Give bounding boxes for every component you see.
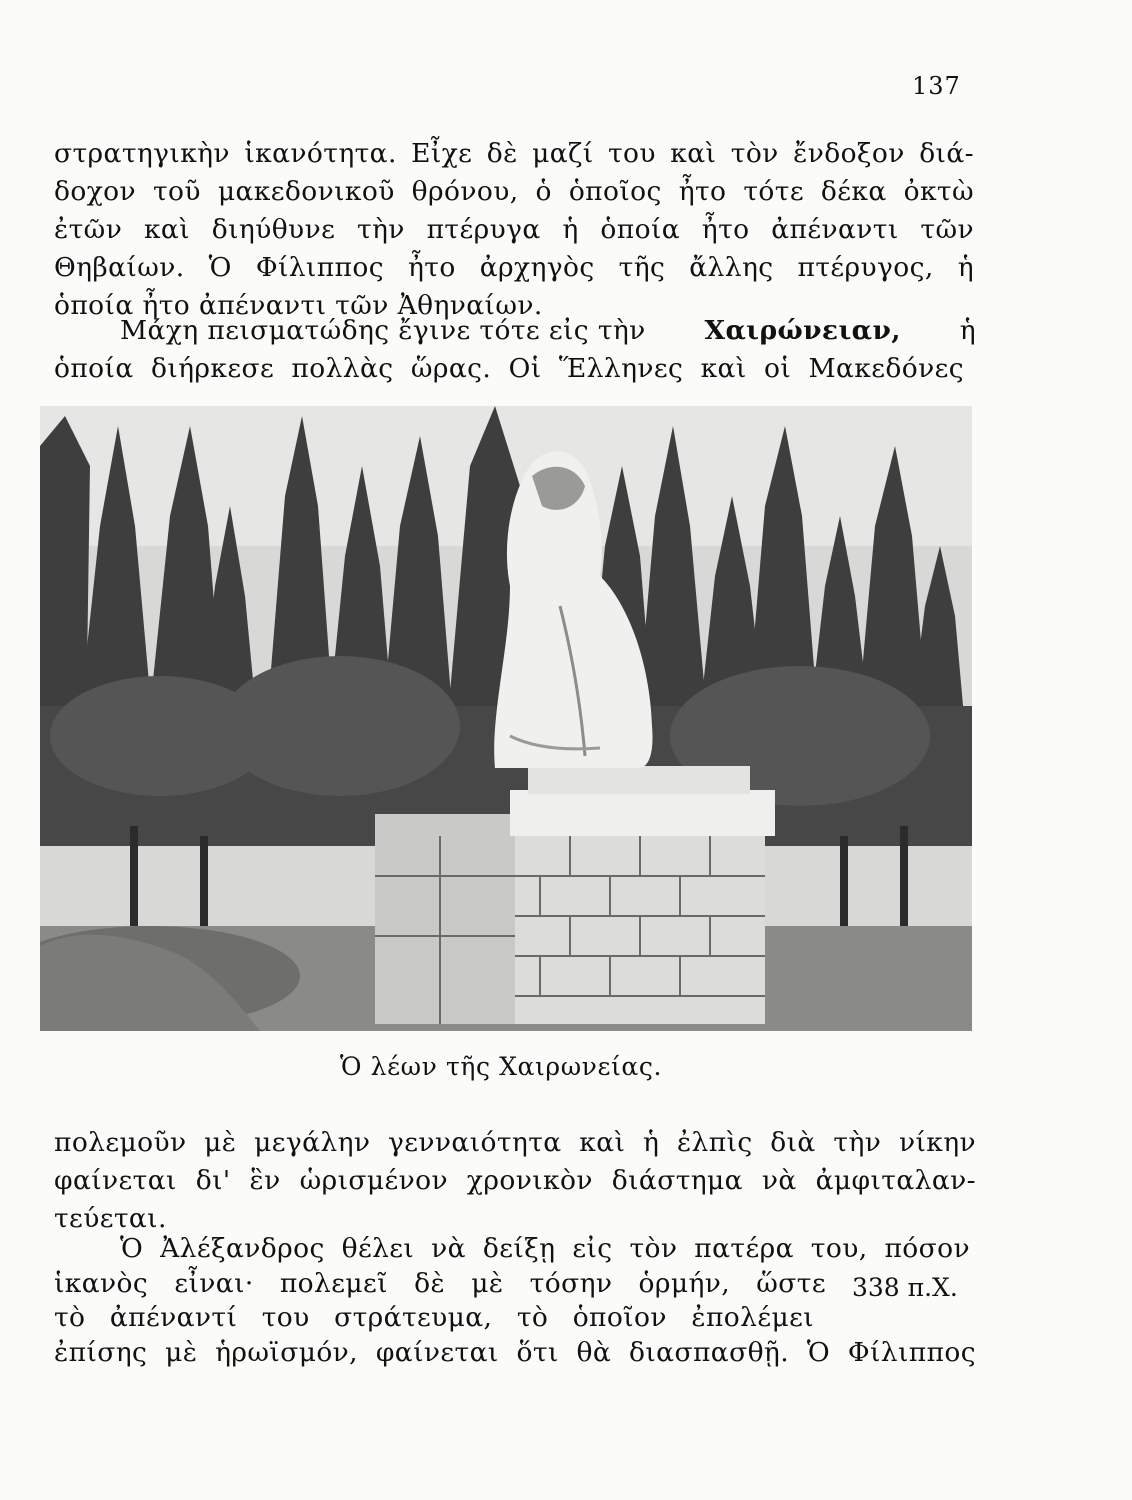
paragraph-text: ἡ	[959, 315, 976, 346]
text-line: ὁποία διήρκεσε πολλὰς ὥρας. Οἱ Ἕλληνες καὶ οἱ Μακεδόνες	[54, 353, 964, 384]
bold-place-name: Χαιρώνειαν,	[704, 315, 901, 346]
text-line: ἐπίσης μὲ ἡρωϊσμόν, φαίνεται ὅτι θὰ διασπασθῇ. Ὁ Φίλιππος	[54, 1337, 976, 1368]
text-line: τὸ ἀπέναντί του στράτευμα, τὸ ὁποῖον ἐπολέμει	[54, 1302, 814, 1333]
text-line: φαίνεται δι' ἓν ὡρισμένον χρονικὸν διάστημα νὰ ἀμφιταλαν-	[54, 1165, 976, 1196]
text-line: δοχον τοῦ μακεδονικοῦ θρόνου, ὁ ὁποῖος ἦτο τότε δέκα ὀκτὼ	[54, 176, 974, 207]
text-line: Θηβαίων. Ὁ Φίλιππος ἦτο ἀρχηγὸς τῆς ἄλλης πτέρυγος, ἡ	[54, 252, 974, 283]
text-line: ἱκανὸς εἶναι· πολεμεῖ δὲ μὲ τόσην ὁρμήν, ὥστε	[54, 1268, 826, 1299]
text-line: τεύεται.	[54, 1203, 167, 1234]
text-line: Ὁ Ἀλέξανδρος θέλει νὰ δείξῃ εἰς τὸν πατέρα του, πόσον	[120, 1233, 970, 1264]
margin-date-note: 338 π.Χ.	[852, 1273, 958, 1302]
paragraph-text: Μάχη πεισματώδης ἔγινε τότε εἰς τὴν	[120, 315, 646, 346]
text-line: ὁποία ἦτο ἀπέναντι τῶν Ἀθηναίων.	[54, 290, 543, 321]
lion-of-chaeronea-photo	[40, 406, 972, 1031]
text-line: στρατηγικὴν ἱκανότητα. Εἶχε δὲ μαζί του καὶ τὸν ἔνδοξον διά-	[54, 138, 974, 169]
photo-caption: Ὁ λέων τῆς Χαιρωνείας.	[340, 1052, 663, 1081]
text-line	[120, 315, 976, 346]
text-line: ἐτῶν καὶ διηύθυνε τὴν πτέρυγα ἡ ὁποία ἦτο ἀπέναντι τῶν	[54, 214, 974, 245]
text-line: πολεμοῦν μὲ μεγάλην γενναιότητα καὶ ἡ ἐλπὶς διὰ τὴν νίκην	[54, 1127, 976, 1158]
page-number: 137	[912, 72, 961, 100]
